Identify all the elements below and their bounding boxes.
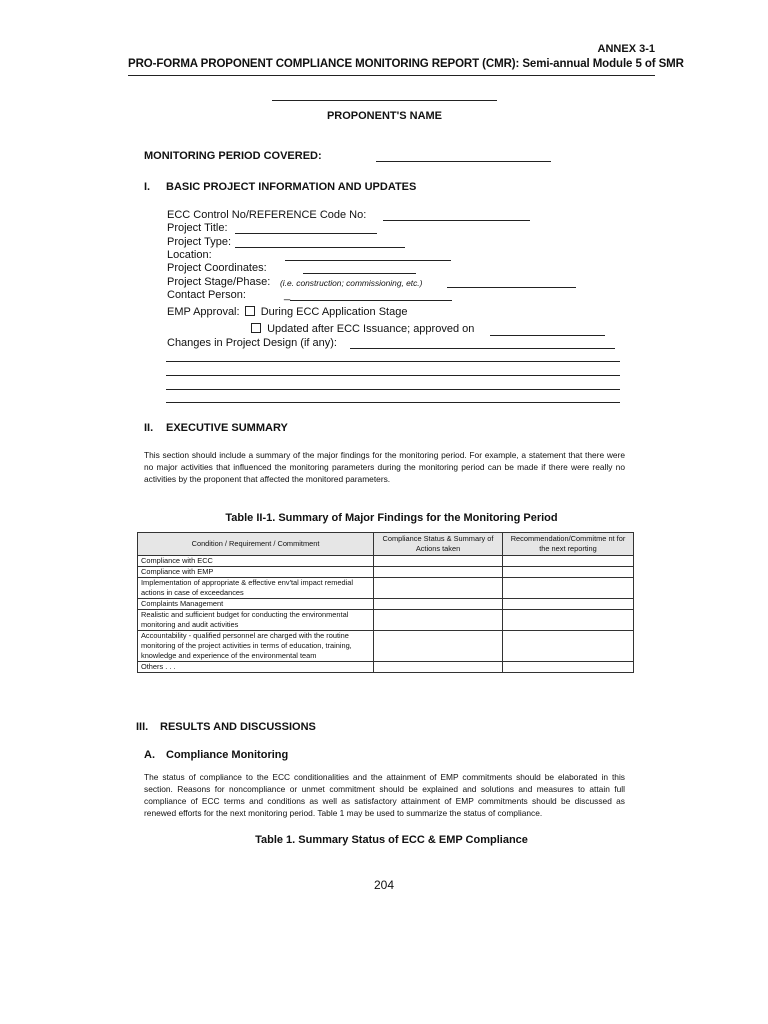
findings-table-header-row <box>138 533 634 556</box>
findings-row-recommendation-cell[interactable] <box>503 610 634 631</box>
project-title-label: Project Title: <box>167 222 228 234</box>
findings-row-recommendation-cell[interactable] <box>503 662 634 673</box>
ecc-field-label: ECC Control No/REFERENCE Code No: <box>167 209 367 221</box>
location-blank <box>285 250 451 261</box>
stage-hint: (i.e. construction; commissioning, etc.) <box>280 278 423 288</box>
emp-option-2-row <box>249 323 474 335</box>
findings-row-condition: Compliance with EMP <box>138 567 374 578</box>
contact-blank <box>290 290 452 301</box>
findings-row-status-cell[interactable] <box>374 556 503 567</box>
table-row <box>138 556 634 567</box>
compliance-monitoring-paragraph: The status of compliance to the ECC conditionalities and the attainment of EMP commitments should be elaborated in this section. Reasons for noncompliance or unmet commitment should be explained and solutions and measures to attain full compliance of ECC terms and conditions as well as satisfactory attainment of EMP commitments should be discussed as renewed efforts for the next monitoring period. Table 1 may be used to summarize the status of compliance. <box>144 772 625 818</box>
coordinates-blank <box>303 263 416 274</box>
section-2-title: EXECUTIVE SUMMARY <box>166 422 288 434</box>
section-2-number: II. <box>144 422 154 434</box>
emp-approval-label: EMP Approval: <box>167 306 240 318</box>
stage-blank <box>447 277 576 288</box>
emp-option-1-label: During ECC Application Stage <box>260 306 408 318</box>
project-title-blank <box>235 223 377 234</box>
table-row <box>138 631 634 662</box>
emp-option-2-checkbox[interactable] <box>251 323 261 333</box>
findings-row-recommendation-cell[interactable] <box>503 631 634 662</box>
findings-row-recommendation-cell[interactable] <box>503 578 634 599</box>
changes-line-1 <box>166 361 620 362</box>
annex-label: ANNEX 3-1 <box>597 43 655 55</box>
findings-row-condition: Complaints Management <box>138 599 374 610</box>
findings-header-status: Compliance Status & Summary of Actions taken <box>374 533 503 556</box>
subsection-a-letter: A. <box>144 749 155 761</box>
changes-line-2 <box>166 375 620 376</box>
header-rule <box>128 75 655 76</box>
emp-option-2-label: Updated after ECC Issuance; approved on <box>267 323 475 335</box>
location-label: Location: <box>167 249 212 261</box>
table-row <box>138 567 634 578</box>
emp-approved-date-blank <box>490 325 605 336</box>
proponent-name-label: PROPONENT'S NAME <box>326 110 443 122</box>
findings-table-caption: Table II-1. Summary of Major Findings for the Monitoring Period <box>225 512 558 524</box>
executive-summary-paragraph: This section should include a summary of the major findings for the monitoring period. For example, a statement that there were no major activities that influenced the monitoring parameters during the monitoring period can be made if there were really no activities by the proponent that affected the monitored parameters. <box>144 450 625 484</box>
proponent-name-line <box>272 100 497 101</box>
compliance-table-caption: Table 1. Summary Status of ECC & EMP Compliance <box>255 834 528 846</box>
section-3-title: RESULTS AND DISCUSSIONS <box>160 721 316 733</box>
findings-table <box>137 532 634 673</box>
page-number: 204 <box>373 878 395 892</box>
monitoring-period-label: MONITORING PERIOD COVERED: <box>144 150 322 162</box>
findings-row-status-cell[interactable] <box>374 578 503 599</box>
table-row <box>138 578 634 599</box>
findings-header-condition: Condition / Requirement / Commitment <box>138 533 374 556</box>
project-type-blank <box>235 237 405 248</box>
findings-row-recommendation-cell[interactable] <box>503 556 634 567</box>
section-3-number: III. <box>136 721 149 733</box>
emp-approval-row <box>167 306 407 318</box>
project-type-label: Project Type: <box>167 236 231 248</box>
contact-label: Contact Person: <box>167 289 246 301</box>
contact-mark: _ <box>284 289 291 301</box>
findings-row-status-cell[interactable] <box>374 567 503 578</box>
subsection-a-title: Compliance Monitoring <box>166 749 289 761</box>
findings-row-condition: Compliance with ECC <box>138 556 374 567</box>
emp-option-1-checkbox[interactable] <box>245 306 255 316</box>
section-1-title: BASIC PROJECT INFORMATION AND UPDATES <box>166 181 417 193</box>
monitoring-period-blank <box>376 150 551 162</box>
changes-blank <box>350 338 615 349</box>
report-header-title: PRO-FORMA PROPONENT COMPLIANCE MONITORING REPORT (CMR): Semi-annual Module 5 of SMR <box>128 58 684 70</box>
coordinates-label: Project Coordinates: <box>167 262 267 274</box>
section-1-number: I. <box>144 181 151 193</box>
changes-label: Changes in Project Design (if any): <box>167 337 337 349</box>
changes-line-3 <box>166 389 620 390</box>
findings-row-recommendation-cell[interactable] <box>503 599 634 610</box>
findings-row-recommendation-cell[interactable] <box>503 567 634 578</box>
findings-header-recommendation: Recommendation/Commitme nt for the next reporting <box>503 533 634 556</box>
ecc-field-blank <box>383 210 530 221</box>
findings-row-condition: Realistic and sufficient budget for conducting the environmental monitoring and audit activities <box>138 610 374 631</box>
findings-row-condition: Implementation of appropriate & effective env'tal impact remedial actions in case of exceedances <box>138 578 374 599</box>
table-row <box>138 599 634 610</box>
table-row <box>138 610 634 631</box>
changes-line-4 <box>166 402 620 403</box>
stage-label: Project Stage/Phase: <box>167 276 271 288</box>
findings-row-status-cell[interactable] <box>374 599 503 610</box>
findings-row-status-cell[interactable] <box>374 631 503 662</box>
findings-row-condition: Others . . . <box>138 662 374 673</box>
findings-row-condition: Accountability - qualified personnel are charged with the routine monitoring of the project activities in terms of education, training, knowledge and experience of the environmental team <box>138 631 374 662</box>
table-row <box>138 662 634 673</box>
findings-row-status-cell[interactable] <box>374 610 503 631</box>
findings-row-status-cell[interactable] <box>374 662 503 673</box>
